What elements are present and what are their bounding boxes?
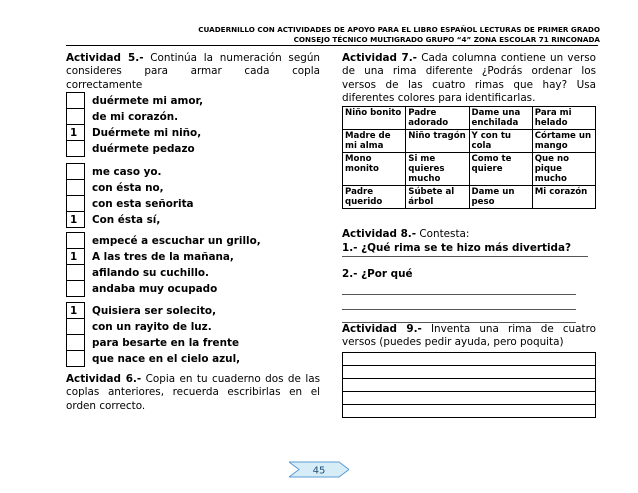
rima-cell: Mono monito xyxy=(343,153,406,186)
copla-line xyxy=(67,265,262,281)
activity-9-label: Actividad 9.- xyxy=(342,323,422,335)
copla-line xyxy=(67,164,195,180)
order-number-box[interactable]: 1 xyxy=(67,249,85,265)
copla-verse: Quisiera ser solecito, xyxy=(92,304,217,317)
rimas-row xyxy=(343,130,596,153)
rima-cell: Si me quieres mucho xyxy=(406,153,469,186)
writing-row[interactable] xyxy=(343,405,596,418)
order-number-box[interactable] xyxy=(67,141,85,157)
copla-line xyxy=(67,233,262,249)
rimas-table xyxy=(342,106,596,209)
activity-6-text: Copia en tu cuaderno dos de las coplas anteriores, recuerda escribirlas en el orden correcto. xyxy=(66,373,320,412)
copla-line xyxy=(67,281,262,297)
rima-cell: Para mi helado xyxy=(532,107,595,130)
copla-line xyxy=(67,196,195,212)
header-line-1: CUADERNILLO CON ACTIVIDADES DE APOYO PARA EL LIBRO ESPAÑOL LECTURAS DE PRIMER GRADO xyxy=(198,25,600,34)
copla-line xyxy=(67,335,241,351)
copla-line xyxy=(67,303,241,319)
copla-verse: Con ésta sí, xyxy=(92,213,161,226)
rima-cell: Mi corazón xyxy=(532,186,595,209)
copla-verse: Duérmete mi niño, xyxy=(92,126,202,139)
copla-line xyxy=(67,212,195,228)
copla-verse: que nace en el cielo azul, xyxy=(92,352,241,365)
order-number-box[interactable] xyxy=(67,109,85,125)
activity-6-instructions xyxy=(66,373,320,413)
answer-line[interactable] xyxy=(342,256,588,257)
copla-verse: A las tres de la mañana, xyxy=(92,250,234,263)
copla-line xyxy=(67,141,204,157)
order-number-box[interactable] xyxy=(67,351,85,367)
rima-cell: Madre de mi alma xyxy=(343,130,406,153)
copla-line xyxy=(67,125,204,141)
rima-cell: Córtame un mango xyxy=(532,130,595,153)
writing-row[interactable] xyxy=(343,392,596,405)
order-number-box[interactable] xyxy=(67,233,85,249)
rima-cell: Y con tu cola xyxy=(469,130,532,153)
rimas-row xyxy=(343,186,596,209)
copla-verse: con esta señorita xyxy=(92,197,194,210)
order-number-box[interactable] xyxy=(67,180,85,196)
copla-verse: de mi corazón. xyxy=(92,110,179,123)
copla-3 xyxy=(66,232,262,297)
copla-line xyxy=(67,109,204,125)
activity-7-label: Actividad 7.- xyxy=(342,52,417,64)
header-line-2: CONSEJO TÉCNICO MULTIGRADO GRUPO “4” ZONA ESCOLAR 71 RINCONADA xyxy=(293,35,600,44)
copla-verse: andaba muy ocupado xyxy=(92,282,218,295)
copla-line xyxy=(67,319,241,335)
activity-7-instructions xyxy=(342,52,596,106)
activity-8-instructions xyxy=(342,228,596,241)
order-number-box[interactable] xyxy=(67,335,85,351)
order-number-box[interactable] xyxy=(67,196,85,212)
copla-verse: empecé a escuchar un grillo, xyxy=(92,234,261,247)
answer-line[interactable] xyxy=(342,309,576,310)
copla-line xyxy=(67,351,241,367)
rima-cell: Que no pique mucho xyxy=(532,153,595,186)
copla-verse: duérmete pedazo xyxy=(92,142,195,155)
order-number-box[interactable] xyxy=(67,265,85,281)
writing-row[interactable] xyxy=(343,379,596,392)
copla-1 xyxy=(66,92,204,157)
copla-verse: con un rayito de luz. xyxy=(92,320,212,333)
rhyme-writing-area xyxy=(342,352,596,418)
order-number-box[interactable] xyxy=(67,319,85,335)
rima-cell: Niño bonito xyxy=(343,107,406,130)
copla-verse: me caso yo. xyxy=(92,165,162,178)
order-number-box[interactable] xyxy=(67,281,85,297)
header-rule xyxy=(66,45,598,46)
page-number: 45 xyxy=(312,465,326,477)
order-number-box[interactable]: 1 xyxy=(67,212,85,228)
activity-6-label: Actividad 6.- xyxy=(66,373,142,385)
copla-2 xyxy=(66,163,195,228)
rima-cell: Dame una enchilada xyxy=(469,107,532,130)
activity-8-text: Contesta: xyxy=(416,228,470,240)
activity-5-instructions xyxy=(66,52,320,92)
activity-9-instructions xyxy=(342,323,596,350)
rima-cell: Dame un peso xyxy=(469,186,532,209)
rimas-row xyxy=(343,153,596,186)
writing-row[interactable] xyxy=(343,366,596,379)
copla-line xyxy=(67,180,195,196)
copla-line xyxy=(67,249,262,265)
question-2: 2.- ¿Por qué xyxy=(342,268,413,280)
question-1: 1.- ¿Qué rima se te hizo más divertida? xyxy=(342,242,572,254)
copla-verse: duérmete mi amor, xyxy=(92,94,204,107)
rima-cell: Padre adorado xyxy=(406,107,469,130)
rimas-row xyxy=(343,107,596,130)
copla-line xyxy=(67,93,204,109)
activity-7-text: Cada columna contiene un verso de una rima diferente ¿Podrás ordenar los versos de las cuatro rimas que hay? Usa diferentes colores para identificarlas. xyxy=(342,52,597,105)
rima-cell: Súbete al árbol xyxy=(406,186,469,209)
activity-8-label: Actividad 8.- xyxy=(342,228,417,240)
activity-5-text: Continúa la numeración según consideres para armar cada copla correctamente xyxy=(66,52,320,91)
order-number-box[interactable] xyxy=(67,93,85,109)
rima-cell: Niño tragón xyxy=(406,130,469,153)
activity-5-label: Actividad 5.- xyxy=(66,52,144,64)
answer-line[interactable] xyxy=(342,294,576,295)
page-number-ribbon xyxy=(289,460,349,479)
activity-9-text: Inventa una rima de cuatro versos (puedes pedir ayuda, pero poquita) xyxy=(342,323,596,349)
order-number-box[interactable]: 1 xyxy=(67,303,85,319)
copla-verse: afilando su cuchillo. xyxy=(92,266,209,279)
rima-cell: Como te quiere xyxy=(469,153,532,186)
rima-cell: Padre querido xyxy=(343,186,406,209)
copla-4 xyxy=(66,302,241,367)
copla-verse: con ésta no, xyxy=(92,181,164,194)
order-number-box[interactable]: 1 xyxy=(67,125,85,141)
order-number-box[interactable] xyxy=(67,164,85,180)
writing-row[interactable] xyxy=(343,353,596,366)
copla-verse: para besarte en la frente xyxy=(92,336,239,349)
